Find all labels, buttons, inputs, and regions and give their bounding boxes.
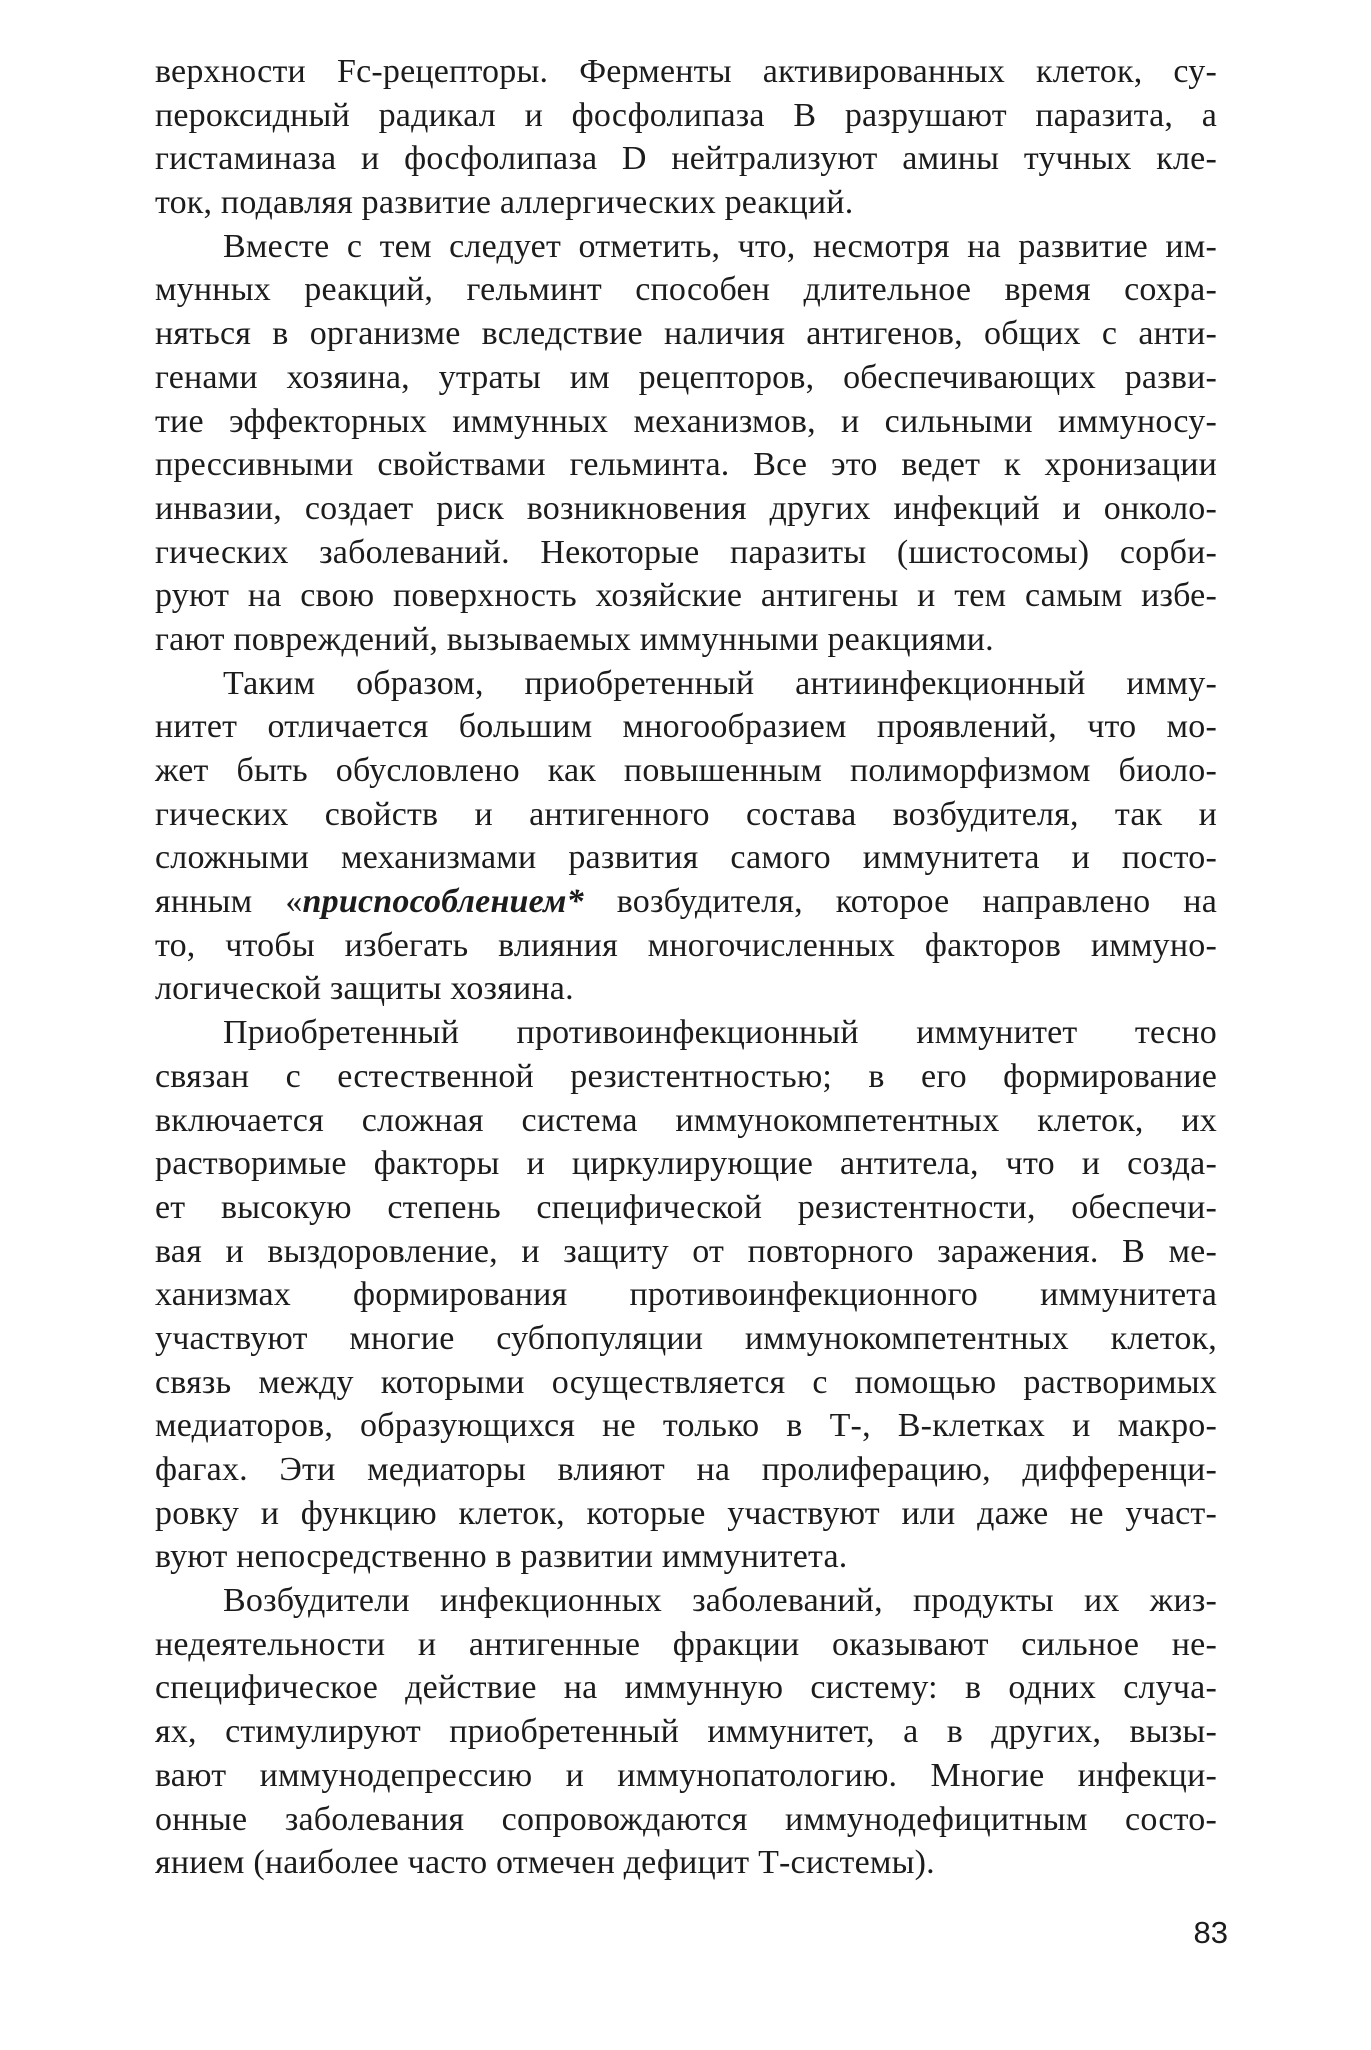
emphasized-term: приспособлением*: [302, 883, 584, 921]
text-line: няться в организме вследствие наличия антигенов, общих с анти-: [155, 315, 1217, 353]
text-line: Вместе с тем следует отметить, что, несмотря на развитие им-: [223, 227, 1217, 265]
text-line: генами хозяина, утраты им рецепторов, обеспечивающих разви-: [155, 358, 1217, 396]
text-line: Таким образом, приобретенный антиинфекционный имму-: [223, 664, 1217, 702]
text-line: включается сложная система иммунокомпетентных клеток, их: [155, 1101, 1217, 1139]
text-line: пероксидный радикал и фосфолипаза В разрушают паразита, а: [155, 96, 1217, 134]
text-line: тие эффекторных иммунных механизмов, и сильными иммуносу-: [155, 402, 1217, 440]
text-line: руют на свою поверхность хозяйские антигены и тем самым избе-: [155, 577, 1217, 615]
text-line: верхности Fc-рецепторы. Ферменты активированных клеток, су-: [155, 53, 1217, 90]
text-line: специфическое действие на иммунную систему: в одних случа-: [155, 1669, 1217, 1707]
text-line: фагах. Эти медиаторы влияют на пролиферацию, дифференци-: [155, 1451, 1217, 1488]
text-line: сложными механизмами развития самого иммунитета и посто-: [155, 839, 1217, 877]
paragraph: [155, 662, 1217, 1012]
text-line: прессивными свойствами гельминта. Все это ведет к хронизации: [155, 446, 1217, 484]
text-line: вуют непосредственно в развитии иммунитета.: [155, 1538, 848, 1576]
text-line: жет быть обусловлено как повышенным полиморфизмом биоло-: [155, 752, 1217, 789]
text-line: недеятельности и антигенные фракции оказывают сильное не-: [155, 1625, 1217, 1663]
text-line: ровку и функцию клеток, которые участвуют или даже не участ-: [155, 1494, 1217, 1532]
text-line: нитет отличается большим многообразием проявлений, что мо-: [155, 708, 1217, 746]
paragraph: [155, 50, 1217, 225]
text-line: ях, стимулируют приобретенный иммунитет, а в других, вызы-: [155, 1713, 1217, 1751]
text-line: гических заболеваний. Некоторые паразиты (шистосомы) сорби-: [155, 533, 1217, 571]
text-line: инвазии, создает риск возникновения других инфекций и онколо-: [155, 489, 1217, 527]
text-line: мунных реакций, гельминт способен длительное время сохра-: [155, 271, 1217, 309]
text-line: то, чтобы избегать влияния многочисленных факторов иммуно-: [155, 926, 1217, 964]
text-line: растворимые факторы и циркулирующие антитела, что и созда-: [155, 1145, 1217, 1183]
text-line: ет высокую степень специфической резистентности, обеспечи-: [155, 1188, 1217, 1226]
text-line: гают повреждений, вызываемых иммунными реакциями.: [155, 620, 994, 658]
text-line: онные заболевания сопровождаются иммунодефицитным состо-: [155, 1800, 1217, 1838]
text-line: ханизмах формирования противоинфекционного иммунитета: [155, 1276, 1217, 1314]
text-line: вая и выздоровление, и защиту от повторного заражения. В ме-: [155, 1232, 1217, 1270]
text-line: ток, подавляя развитие аллергических реакций.: [155, 184, 854, 222]
text-line: связь между которыми осуществляется с помощью растворимых: [155, 1363, 1217, 1401]
text-line: янием (наиболее часто отмечен дефицит Т-системы).: [155, 1844, 935, 1882]
text-line: логической защиты хозяина.: [155, 970, 574, 1008]
text-line: гических свойств и антигенного состава возбудителя, так и: [155, 795, 1217, 833]
body-text: [155, 50, 1217, 1885]
text-line: связан с естественной резистентностью; в его формирование: [155, 1057, 1217, 1095]
text-line: вают иммунодепрессию и иммунопатологию. Многие инфекци-: [155, 1756, 1217, 1794]
text-line: янным «приспособлением* возбудителя, которое направлено на: [155, 883, 1217, 921]
text-line: Возбудители инфекционных заболеваний, продукты их жиз-: [223, 1582, 1217, 1620]
text-line: Приобретенный противоинфекционный иммунитет тесно: [223, 1014, 1217, 1052]
page-number: 83: [1193, 1915, 1228, 1950]
paragraph: [155, 225, 1217, 662]
text-line: участвуют многие субпопуляции иммунокомпетентных клеток,: [155, 1319, 1217, 1357]
text-line: медиаторов, образующихся не только в Т-, В-клетках и макро-: [155, 1407, 1217, 1445]
paragraph: [155, 1011, 1217, 1579]
paragraph: [155, 1579, 1217, 1885]
text-line: гистаминаза и фосфолипаза D нейтрализуют амины тучных кле-: [155, 140, 1217, 178]
